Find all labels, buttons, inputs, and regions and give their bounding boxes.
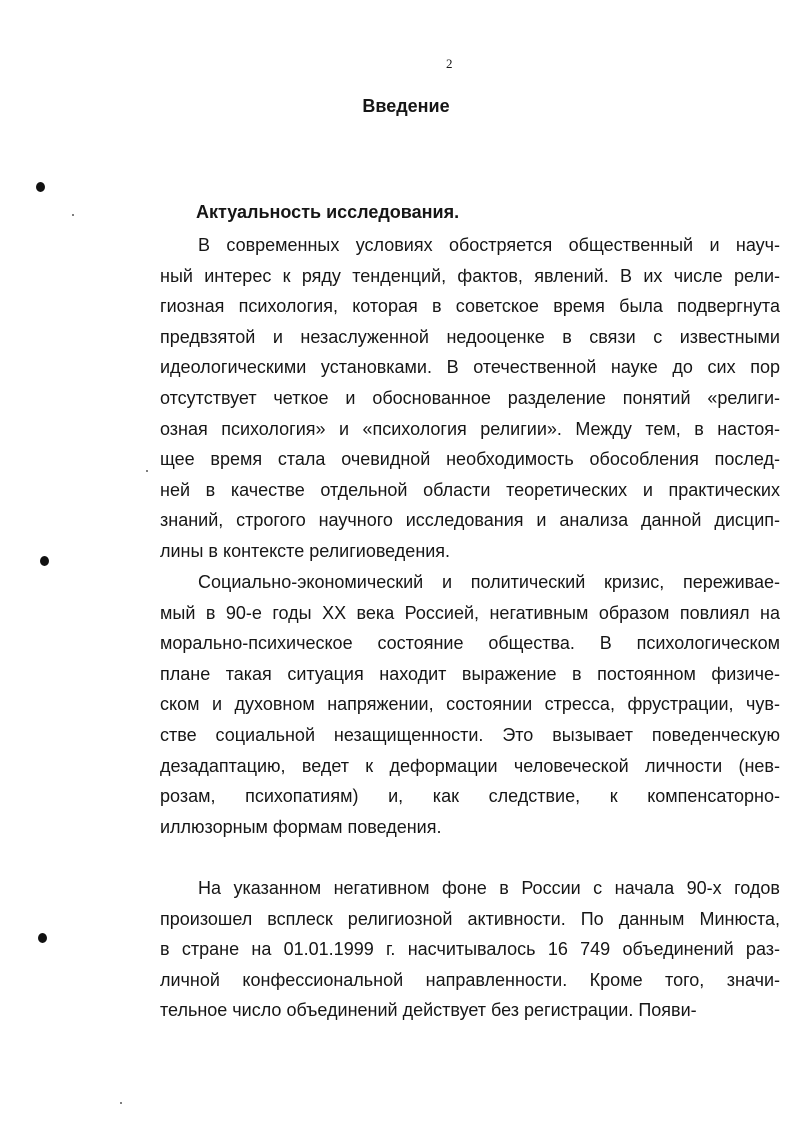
paragraph-3	[160, 873, 780, 1026]
text-line: отсутствует четкое и обоснованное разделение понятий «религи-	[160, 387, 780, 408]
paragraph-1	[160, 230, 780, 567]
text-line: знаний, строгого научного исследования и анализа данной дисцип-	[160, 510, 780, 531]
binder-hole-mark	[38, 933, 47, 943]
text-line: На указанном негативном фоне в России с начала 90-х годов	[198, 878, 780, 898]
text-line: ный интерес к ряду тенденций, фактов, явлений. В их числе рели-	[160, 265, 780, 286]
text-line: озная психология» и «психология религии». Между тем, в настоя-	[160, 418, 780, 439]
text-line: предвзятой и незаслуженной недооценке в связи с известными	[160, 326, 780, 347]
text-line: щее время стала очевидной необходимость обособления послед-	[160, 449, 780, 470]
text-line: стве социальной незащищенности. Это вызывает поведенческую	[160, 724, 780, 745]
scan-speck	[72, 214, 74, 216]
text-line: плане такая ситуация находит выражение в постоянном физиче-	[160, 663, 780, 684]
text-line: идеологическими установками. В отечественной науке до сих пор	[160, 357, 780, 378]
binder-hole-mark	[40, 556, 49, 566]
text-line: лины в контексте религиоведения.	[160, 540, 451, 561]
scan-speck	[120, 1102, 122, 1104]
page-number: 2	[446, 56, 453, 71]
text-line: ней в качестве отдельной области теоретических и практических	[160, 479, 780, 500]
text-line: иллюзорным формам поведения.	[160, 816, 442, 837]
text-line: морально-психическое состояние общества. В психологическом	[160, 633, 780, 654]
text-line: гиозная психология, которая в советское время была подвергнута	[160, 296, 780, 317]
section-heading: Актуальность исследования.	[196, 202, 460, 222]
text-line: дезадаптацию, ведет к деформации человеческой личности (нев-	[160, 755, 780, 776]
page-title: Введение	[362, 96, 450, 116]
text-line: Социально-экономический и политический кризис, переживае-	[198, 572, 780, 592]
text-line: розам, психопатиям) и, как следствие, к компенсаторно-	[160, 786, 780, 807]
scan-speck	[146, 470, 148, 472]
text-line: в стране на 01.01.1999 г. насчитывалось 16 749 объединений раз-	[160, 939, 780, 960]
text-line: личной конфессиональной направленности. Кроме того, значи-	[160, 969, 780, 990]
text-line: тельное число объединений действует без регистрации. Появи-	[160, 1000, 697, 1021]
text-line: мый в 90-е годы XX века Россией, негативным образом повлиял на	[160, 602, 780, 623]
binder-hole-mark	[36, 182, 45, 192]
text-line: В современных условиях обостряется общественный и науч-	[198, 235, 780, 255]
text-line: произошел всплеск религиозной активности. По данным Минюста,	[160, 908, 780, 929]
paragraph-2	[160, 567, 780, 842]
text-line: ском и духовном напряжении, состоянии стресса, фрустрации, чув-	[160, 694, 780, 715]
